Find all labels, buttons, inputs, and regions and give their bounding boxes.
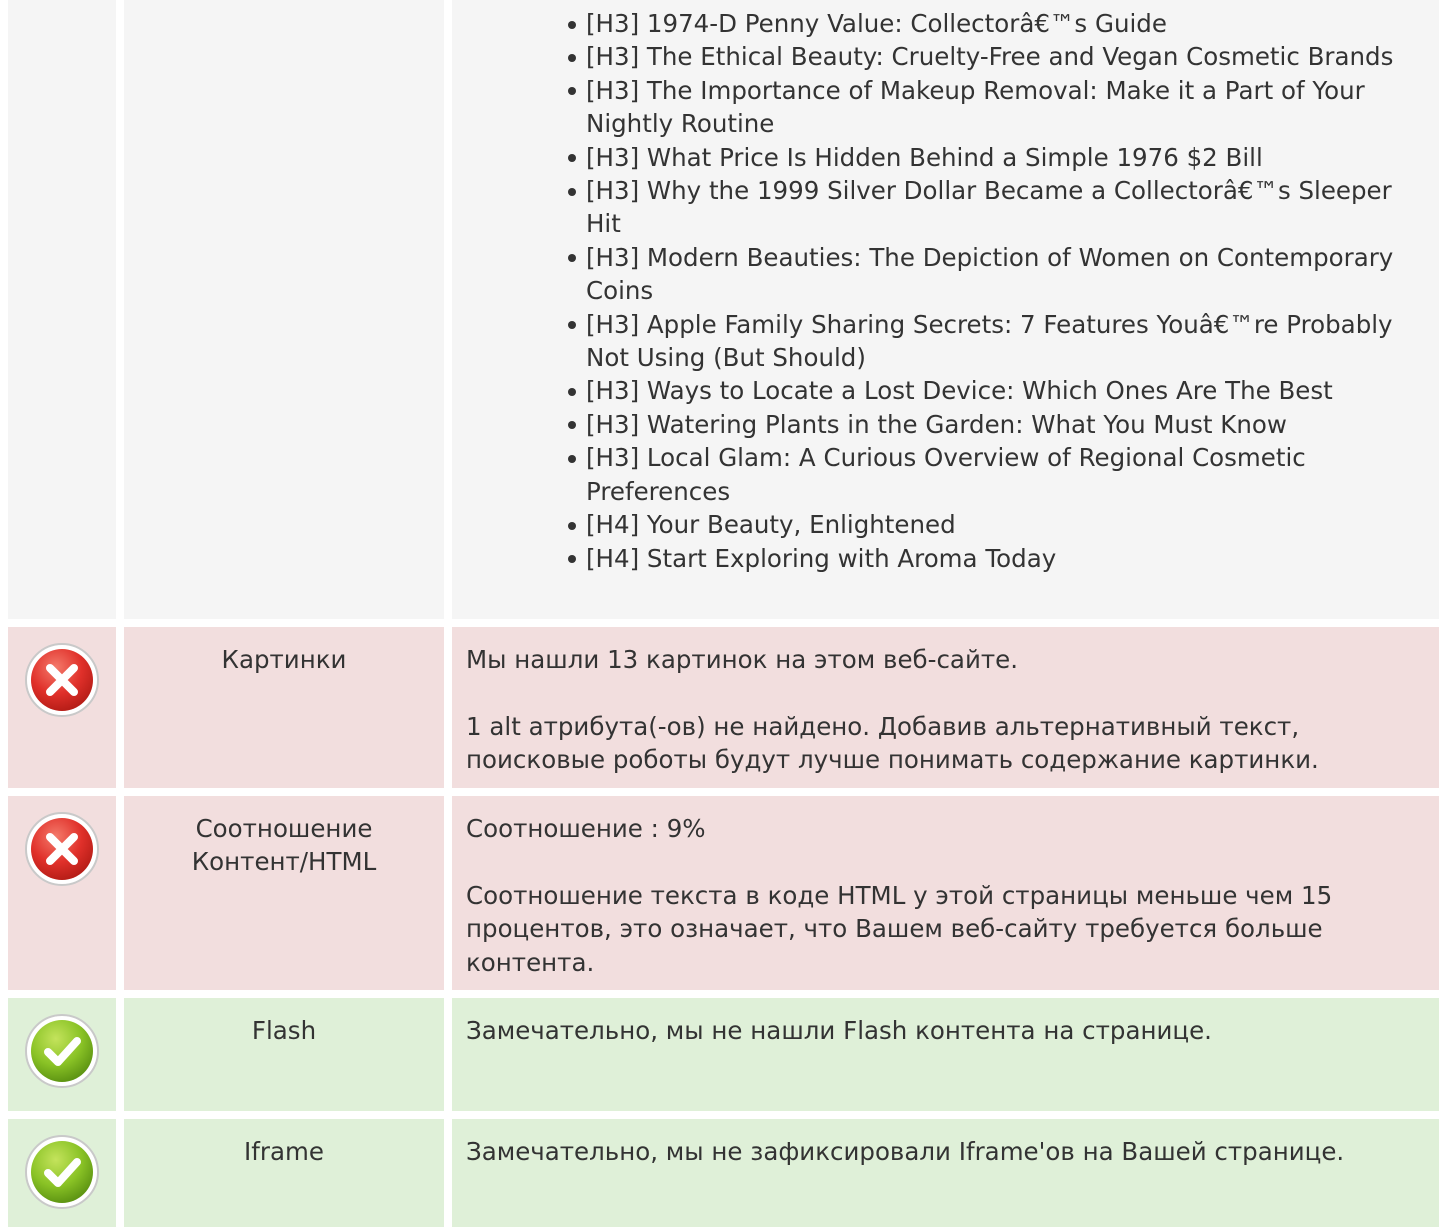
images-count-text: Мы нашли 13 картинок на этом веб-сайте. bbox=[466, 645, 1019, 674]
images-alt-text: 1 alt атрибута(-ов) не найдено. Добавив альтернативный текст, поисковые роботы будут лучше понимать содержание картинки. bbox=[466, 711, 1319, 775]
check-name bbox=[124, 796, 444, 879]
ratio-name-line-2: Контент/HTML bbox=[191, 847, 377, 877]
flash-icon-cell bbox=[8, 998, 116, 1111]
check-description bbox=[452, 1119, 1439, 1168]
check-description bbox=[452, 998, 1439, 1047]
headings-desc-cell bbox=[452, 0, 1439, 619]
headings-icon-cell bbox=[8, 0, 116, 619]
ratio-desc-cell bbox=[452, 796, 1439, 990]
images-check-row bbox=[8, 627, 1439, 788]
flash-result-text: Замечательно, мы не нашли Flash контента на странице. bbox=[466, 1016, 1212, 1045]
images-name-cell bbox=[124, 627, 444, 788]
ratio-name-cell bbox=[124, 796, 444, 990]
flash-name-cell bbox=[124, 998, 444, 1111]
ratio-name-line-1: Соотношение bbox=[195, 814, 373, 843]
ratio-check-row bbox=[8, 796, 1439, 990]
iframe-icon-cell bbox=[8, 1119, 116, 1227]
iframe-check-row bbox=[8, 1119, 1439, 1227]
ratio-value-text: Соотношение : 9% bbox=[466, 814, 706, 843]
flash-desc-cell bbox=[452, 998, 1439, 1111]
heading-list-item: [H3] Watering Plants in the Garden: What You Must Know bbox=[564, 408, 1439, 441]
error-x-icon bbox=[23, 641, 101, 719]
iframe-result-text: Замечательно, мы не зафиксировали Iframe'ов на Вашей странице. bbox=[466, 1137, 1345, 1166]
images-desc-cell bbox=[452, 627, 1439, 788]
images-icon-cell bbox=[8, 627, 116, 788]
iframe-name-cell bbox=[124, 1119, 444, 1227]
heading-list-item: [H3] What Price Is Hidden Behind a Simple 1976 $2 Bill bbox=[564, 141, 1439, 174]
error-x-icon bbox=[23, 810, 101, 888]
success-check-icon bbox=[23, 1012, 101, 1090]
headings-name-cell bbox=[124, 0, 444, 619]
ratio-icon-cell bbox=[8, 796, 116, 990]
heading-list-item: [H3] Apple Family Sharing Secrets: 7 Features Youâ€™re Probably Not Using (But Should) bbox=[564, 308, 1439, 375]
ratio-advice-text: Соотношение текста в коде HTML у этой страницы меньше чем 15 процентов, это означает, что Вашем веб-сайту требуется больше контента. bbox=[466, 880, 1333, 977]
heading-list-item: [H3] 1974-D Penny Value: Collectorâ€™s Guide bbox=[564, 7, 1439, 40]
heading-list-item: [H4] Start Exploring with Aroma Today bbox=[564, 542, 1439, 575]
headings-list bbox=[452, 0, 1439, 575]
headings-row bbox=[8, 0, 1439, 619]
check-name: Flash bbox=[251, 1016, 317, 1045]
check-description bbox=[452, 796, 1439, 979]
flash-check-row bbox=[8, 998, 1439, 1111]
heading-list-item: [H4] Your Beauty, Enlightened bbox=[564, 508, 1439, 541]
check-name: Картинки bbox=[221, 645, 347, 674]
heading-list-item: [H3] Ways to Locate a Lost Device: Which Ones Are The Best bbox=[564, 374, 1439, 407]
iframe-desc-cell bbox=[452, 1119, 1439, 1227]
success-check-icon bbox=[23, 1133, 101, 1211]
check-description bbox=[452, 627, 1439, 777]
heading-list-item: [H3] The Importance of Makeup Removal: Make it a Part of Your Nightly Routine bbox=[564, 74, 1439, 141]
heading-list-item: [H3] The Ethical Beauty: Cruelty-Free and Vegan Cosmetic Brands bbox=[564, 40, 1439, 73]
heading-list-item: [H3] Why the 1999 Silver Dollar Became a Collectorâ€™s Sleeper Hit bbox=[564, 174, 1439, 241]
heading-list-item: [H3] Local Glam: A Curious Overview of Regional Cosmetic Preferences bbox=[564, 441, 1439, 508]
check-name: Iframe bbox=[244, 1137, 324, 1166]
heading-list-item: [H3] Modern Beauties: The Depiction of Women on Contemporary Coins bbox=[564, 241, 1439, 308]
